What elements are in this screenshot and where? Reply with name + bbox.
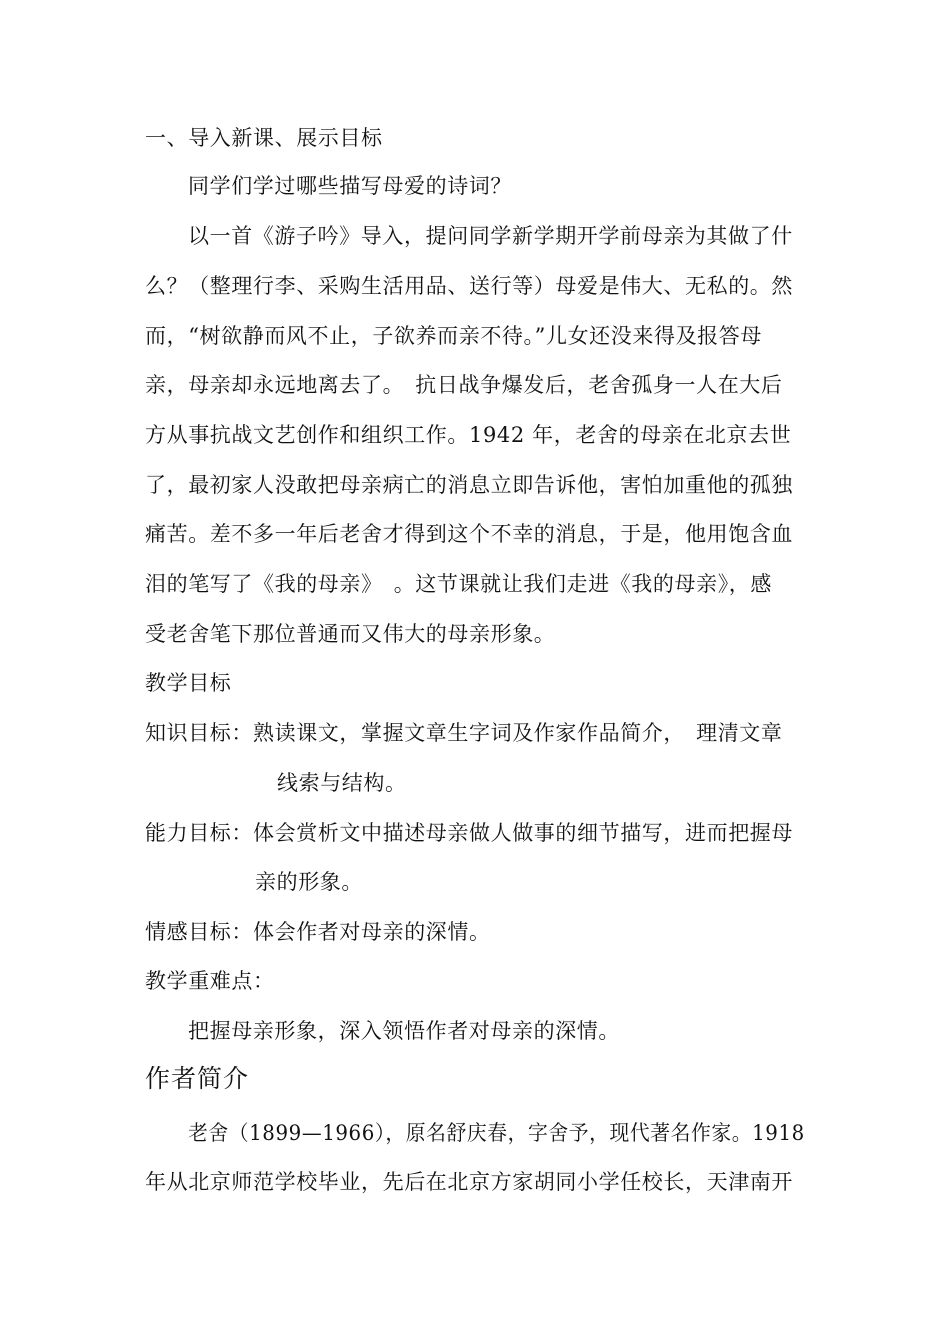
- intro-paragraph-line: 受老舍笔下那位普通而又伟大的母亲形象。: [145, 622, 556, 646]
- intro-paragraph-line: 而，“树欲静而风不止，子欲养而亲不待。”儿女还没来得及报答母: [145, 324, 762, 348]
- ability-goal-line: 能力目标：体会赏析文中描述母亲做人做事的细节描写，进而把握母: [145, 821, 793, 845]
- author-intro-heading: 作者简介: [145, 1064, 250, 1093]
- knowledge-goal-line: 线索与结构。: [277, 771, 407, 795]
- author-bio-line: 年从北京师范学校毕业，先后在北京方家胡同小学任校长，天津南开: [145, 1170, 793, 1194]
- key-points-text: 把握母亲形象，深入领悟作者对母亲的深情。: [188, 1019, 620, 1043]
- key-points-heading: 教学重难点：: [145, 969, 275, 993]
- intro-paragraph-line: 泪的笔写了《我的母亲》 。这节课就让我们走进《我的母亲》，感: [145, 572, 772, 596]
- author-bio-line: 老舍（1899—1966），原名舒庆春，字舍予，现代著名作家。1918: [188, 1121, 805, 1145]
- ability-goal-line: 亲的形象。: [255, 870, 363, 894]
- knowledge-goal-line: 知识目标：熟读课文，掌握文章生字词及作家作品简介， 理清文章: [145, 721, 783, 745]
- intro-paragraph-line: 了，最初家人没敢把母亲病亡的消息立即告诉他，害怕加重他的孤独: [145, 473, 793, 497]
- section-heading-intro: 一、导入新课、展示目标: [145, 126, 383, 150]
- intro-question: 同学们学过哪些描写母爱的诗词？: [188, 174, 512, 198]
- teaching-goals-heading: 教学目标: [145, 671, 232, 695]
- intro-paragraph-line: 亲，母亲却永远地离去了。 抗日战争爆发后，老舍孤身一人在大后: [145, 373, 783, 397]
- intro-paragraph-line: 以一首《游子吟》导入，提问同学新学期开学前母亲为其做了什: [188, 224, 793, 248]
- emotion-goal: 情感目标：体会作者对母亲的深情。: [145, 920, 491, 944]
- intro-paragraph-line: 痛苦。差不多一年后老舍才得到这个不幸的消息，于是，他用饱含血: [145, 522, 793, 546]
- intro-paragraph-line: 方从事抗战文艺创作和组织工作。1942 年，老舍的母亲在北京去世: [145, 423, 792, 447]
- intro-paragraph-line: 么？（整理行李、采购生活用品、送行等）母爱是伟大、无私的。然: [145, 274, 793, 298]
